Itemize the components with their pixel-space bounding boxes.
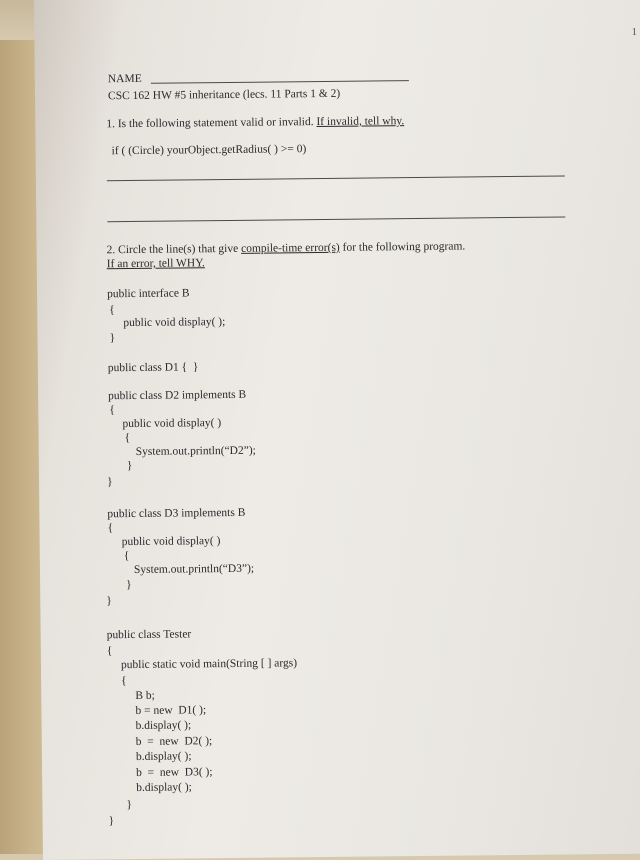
code-line: public void display( ) bbox=[122, 417, 222, 431]
code-line: } bbox=[106, 595, 112, 608]
answer-line-1 bbox=[107, 175, 565, 181]
code-line: } bbox=[126, 799, 133, 812]
code-line: public static void main(String [ ] args) bbox=[120, 657, 298, 672]
code-line: b = new D2( ); bbox=[135, 735, 213, 748]
code-line: { bbox=[107, 522, 114, 535]
answer-line-2 bbox=[107, 216, 565, 222]
name-blank-line bbox=[151, 80, 409, 84]
code-line: } bbox=[109, 332, 116, 345]
code-line: } bbox=[108, 815, 115, 828]
code-line: } bbox=[106, 476, 113, 489]
question2-prompt: 2. Circle the line(s) that give compile-time error(s) for the following program. bbox=[106, 240, 466, 257]
code-line: b.display( ); bbox=[135, 750, 192, 763]
code-line: { bbox=[106, 645, 113, 658]
code-line: } bbox=[126, 459, 133, 473]
code-line: B b; bbox=[135, 689, 155, 702]
code-line: public interface B bbox=[107, 287, 190, 301]
question1-statement: if ( (Circle) yourObject.getRadius( ) >= 0) bbox=[111, 143, 307, 158]
code-line: public void display( ); bbox=[123, 316, 226, 330]
code-line: public void display( ) bbox=[121, 535, 221, 549]
code-line: } bbox=[126, 579, 132, 592]
code-line: b = new D3( ); bbox=[136, 766, 213, 779]
code-line: { bbox=[124, 432, 131, 445]
code-line: { bbox=[123, 550, 130, 563]
code-line: public class D2 implements B bbox=[108, 388, 247, 403]
code-line: { bbox=[121, 675, 127, 688]
course-title: CSC 162 HW #5 inheritance (lecs. 11 Parts 1 & 2) bbox=[107, 87, 341, 103]
code-line: { bbox=[109, 404, 115, 417]
code-line: public class D1 { } bbox=[107, 361, 199, 375]
code-line: b.display( ); bbox=[136, 781, 192, 794]
paper-sheet bbox=[34, 0, 640, 860]
page-edge-mark: 1 bbox=[631, 26, 637, 38]
question1-prompt: 1. Is the following statement valid or invalid. If invalid, tell why. bbox=[106, 115, 405, 131]
code-line: { bbox=[109, 304, 115, 317]
code-line: System.out.println(“D2”); bbox=[135, 444, 256, 458]
code-line: public class Tester bbox=[106, 628, 192, 642]
name-label: NAME bbox=[107, 72, 142, 86]
code-line: System.out.println(“D3”); bbox=[133, 562, 255, 576]
question2-prompt-line2: If an error, tell WHY. bbox=[106, 257, 205, 271]
code-line: b = new D1( ); bbox=[135, 704, 207, 717]
code-line: public class D3 implements B bbox=[107, 506, 246, 521]
code-line: b.display( ); bbox=[135, 719, 192, 732]
